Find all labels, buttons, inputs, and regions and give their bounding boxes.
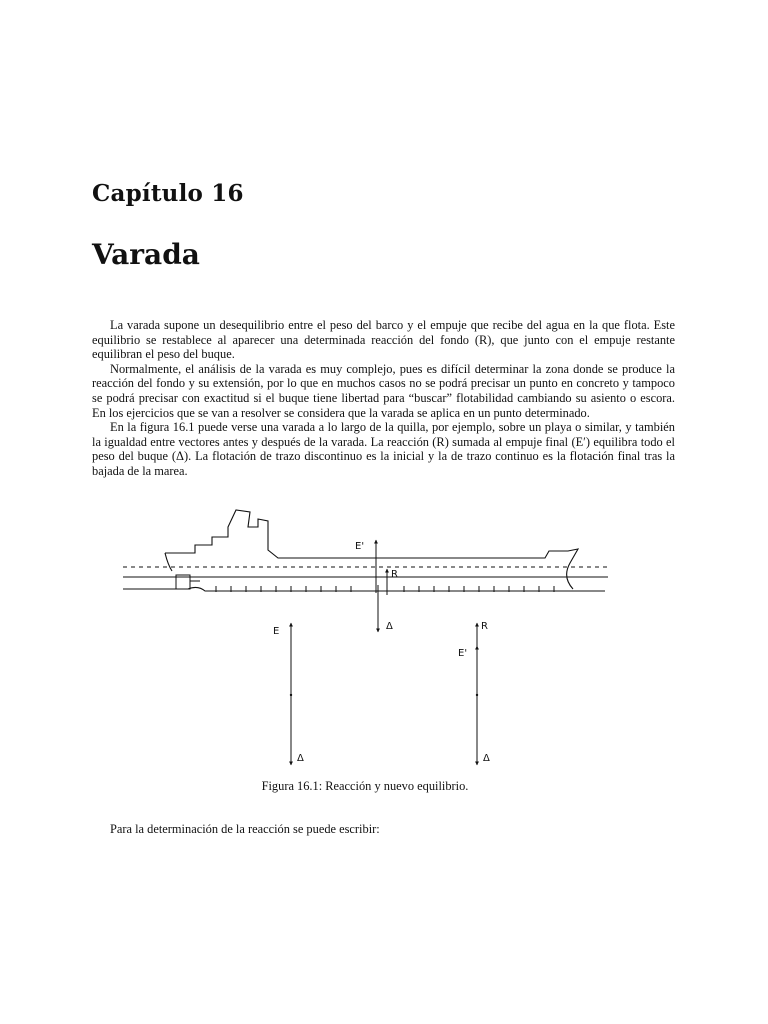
label-r-right: R xyxy=(481,621,488,632)
label-delta-left: Δ xyxy=(297,753,304,764)
paragraph-2: Normalmente, el análisis de la varada es muy complejo, pues es difícil determinar la zona donde se produce la reacción del fondo y su extensión, por lo que en muchos casos no se podrá precisar un punto en concreto y tampoco se podrá precisar con exactitud si el buque tiene libertad para “buscar” flotabilidad cambiando su asiento o escora. En los ejercicios que se van a resolver se considera que la varada se aplica en un punto determinado. xyxy=(92,361,675,420)
label-delta-right: Δ xyxy=(483,753,490,764)
keel-line xyxy=(123,587,605,591)
final-paragraph-block xyxy=(92,822,675,837)
chapter-number: Capítulo 16 xyxy=(92,180,244,207)
paragraph-3: En la figura 16.1 puede verse una varada a lo largo de la quilla, por ejemplo, sobre un playa o similar, y también la igualdad entre vectores antes y después de la varada. La reacción (R) sumada al empuje final (E′) equilibra todo el peso del buque (Δ). La flotación de trazo discontinuo es la inicial y la de trazo continuo es la flotación final tras la bajada de la marea. xyxy=(92,420,675,478)
label-delta-ship: Δ xyxy=(386,621,393,632)
label-r-ship: R xyxy=(391,569,398,580)
body-paragraphs xyxy=(92,318,675,479)
label-e-left: E xyxy=(273,626,280,637)
chapter-title: Varada xyxy=(92,238,200,271)
figure-16-1 xyxy=(0,505,768,780)
paragraph-final: Para la determinación de la reacción se puede escribir: xyxy=(110,822,380,836)
label-e-prime-right: E' xyxy=(458,648,468,659)
label-e-prime-ship: E' xyxy=(355,541,365,552)
paragraph-1: La varada supone un desequilibrio entre el peso del barco y el empuje que recibe del agua en la que flota. Este equilibrio se restablece al aparecer una determinada reacción del fondo (R), que junto con el empuje restante equilibran el peso del buque. xyxy=(92,318,675,362)
figure-caption: Figura 16.1: Reacción y nuevo equilibrio. xyxy=(261,779,469,793)
figure-diagram xyxy=(0,505,768,780)
